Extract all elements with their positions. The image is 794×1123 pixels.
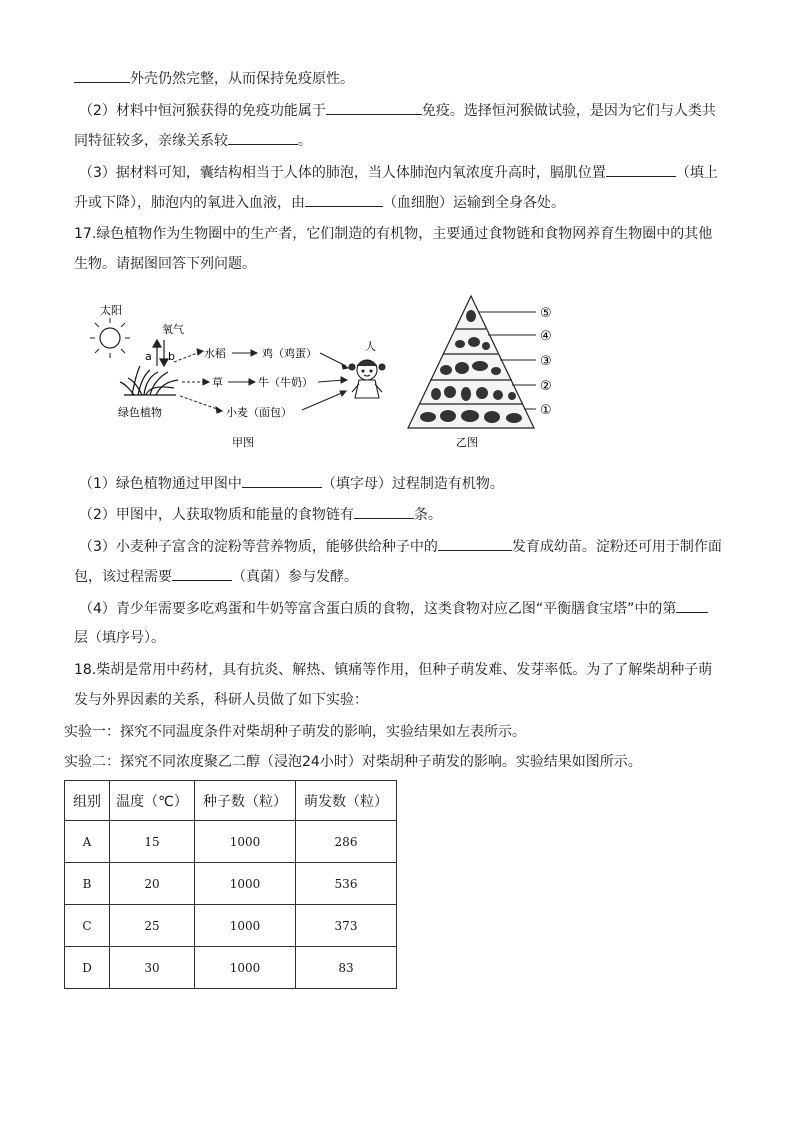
food-pyramid xyxy=(408,296,534,428)
text: 同特征较多，亲缘关系较 xyxy=(74,133,228,149)
question-2-line-2 xyxy=(74,130,312,151)
cow-label: 牛（牛奶） xyxy=(258,376,313,389)
table-cell: 536 xyxy=(296,863,397,905)
answer-blank[interactable] xyxy=(606,162,676,177)
person-label: 人 xyxy=(365,340,376,353)
text: （血细胞）运输到全身各处。 xyxy=(383,195,565,211)
question-3-line xyxy=(79,162,718,183)
answer-blank[interactable] xyxy=(172,566,232,581)
text: 包，该过程需要 xyxy=(74,569,172,585)
text: （真菌）参与发酵。 xyxy=(232,569,358,585)
chicken-label: 鸡（鸡蛋） xyxy=(262,347,317,360)
caption-right: 乙图 xyxy=(456,436,478,449)
table-cell: 25 xyxy=(110,905,195,947)
level-1-label: ① xyxy=(540,403,552,418)
question-17-stem: 17.绿色植物作为生物圈中的生产者，它们制造的有机物，主要通过食物链和食物网养育生物圈中的其他 xyxy=(74,226,713,242)
answer-blank[interactable] xyxy=(74,68,130,83)
header-cell: 萌发数（粒） xyxy=(296,781,397,821)
q17-3-cont xyxy=(74,566,358,587)
level-3-label: ③ xyxy=(540,354,552,369)
q17-4 xyxy=(79,598,708,619)
text: 外壳仍然完整，从而保持免疫原性。 xyxy=(130,71,354,87)
answer-blank[interactable] xyxy=(242,473,322,488)
table-cell: 83 xyxy=(296,947,397,989)
q17-4-cont: 层（填序号）。 xyxy=(74,630,165,646)
gas-exchange-arrows xyxy=(153,340,168,366)
answer-blank[interactable] xyxy=(676,598,708,613)
text: 免疫。选择恒河猴做试验，是因为它们与人类共 xyxy=(421,103,716,119)
level-5-label: ⑤ xyxy=(540,306,552,321)
table-header-row xyxy=(65,781,397,821)
text: （填上 xyxy=(675,165,718,181)
table-cell: B xyxy=(65,863,110,905)
text: （2）甲图中，人获取物质和能量的食物链有 xyxy=(79,507,354,523)
text: （4）青少年需要多吃鸡蛋和牛奶等富含蛋白质的食物，这类食物对应乙图“平衡膳食宝塔”中的第 xyxy=(79,601,677,617)
q17-3 xyxy=(79,536,722,557)
q17-1 xyxy=(79,473,504,494)
text: （2）材料中恒河猴获得的免疫功能属于 xyxy=(79,103,326,119)
answer-line-1 xyxy=(74,68,354,89)
rice-label: 水稻 xyxy=(204,347,226,360)
level-2-label: ② xyxy=(540,379,552,394)
table-cell: 1000 xyxy=(195,905,296,947)
question-3-line-2 xyxy=(74,192,565,213)
answer-blank[interactable] xyxy=(305,192,383,207)
text: 发育成幼苗。淀粉还可用于制作面 xyxy=(511,539,722,555)
table-cell: 373 xyxy=(296,905,397,947)
text: 升或下降），肺泡内的氧进入血液，由 xyxy=(74,195,305,211)
table-row xyxy=(65,947,397,989)
table-row xyxy=(65,863,397,905)
oxygen-label: 氧气 xyxy=(162,323,184,336)
table-cell: 1000 xyxy=(195,947,296,989)
label-b: b xyxy=(168,350,175,363)
header-cell: 组别 xyxy=(65,781,110,821)
question-18-stem: 18.柴胡是常用中药材，具有抗炎、解热、镇痛等作用，但种子萌发难、发芽率低。为了了解柴胡种子萌 xyxy=(74,662,713,678)
experiment-1: 实验一：探究不同温度条件对柴胡种子萌发的影响，实验结果如左表所示。 xyxy=(64,724,526,740)
grass-label: 草 xyxy=(212,376,223,389)
food-chain-figure xyxy=(84,292,584,454)
plant-label: 绿色植物 xyxy=(118,406,162,419)
caption-left: 甲图 xyxy=(232,436,254,449)
answer-blank[interactable] xyxy=(438,536,512,551)
answer-blank[interactable] xyxy=(326,100,422,115)
table-row xyxy=(65,905,397,947)
table-cell: 1000 xyxy=(195,821,296,863)
label-a: a xyxy=(145,350,152,363)
level-4-label: ④ xyxy=(540,329,552,344)
text: 条。 xyxy=(413,507,442,523)
experiment-2: 实验二：探究不同浓度聚乙二醇（浸泡24小时）对柴胡种子萌发的影响。实验结果如图所示。 xyxy=(64,754,642,770)
table-cell: C xyxy=(65,905,110,947)
table-cell: 1000 xyxy=(195,863,296,905)
question-2-line xyxy=(79,100,716,121)
text: （3）小麦种子富含的淀粉等营养物质，能够供给种子中的 xyxy=(79,539,438,555)
text: （3）据材料可知，囊结构相当于人体的肺泡，当人体肺泡内氧浓度升高时，膈肌位置 xyxy=(79,165,606,181)
sun-label: 太阳 xyxy=(100,304,122,317)
table-cell: 286 xyxy=(296,821,397,863)
sun-icon xyxy=(90,318,130,358)
table-cell: A xyxy=(65,821,110,863)
answer-blank[interactable] xyxy=(354,504,414,519)
child-icon xyxy=(349,360,385,398)
table-cell: 15 xyxy=(110,821,195,863)
germination-table xyxy=(64,780,397,989)
answer-blank[interactable] xyxy=(228,130,298,145)
q17-2 xyxy=(79,504,442,525)
header-cell: 种子数（粒） xyxy=(195,781,296,821)
green-plant-icon xyxy=(120,366,178,395)
table-cell: 30 xyxy=(110,947,195,989)
table-cell: D xyxy=(65,947,110,989)
text: （1）绿色植物通过甲图中 xyxy=(79,476,242,492)
table-cell: 20 xyxy=(110,863,195,905)
table-row xyxy=(65,821,397,863)
text: （填字母）过程制造有机物。 xyxy=(321,476,504,492)
text: 。 xyxy=(298,133,312,149)
question-18-stem-2: 发与外界因素的关系，科研人员做了如下实验： xyxy=(74,692,368,708)
header-cell: 温度（℃） xyxy=(110,781,195,821)
question-17-stem-2: 生物。请据图回答下列问题。 xyxy=(74,256,256,272)
wheat-label: 小麦（面包） xyxy=(226,406,292,419)
